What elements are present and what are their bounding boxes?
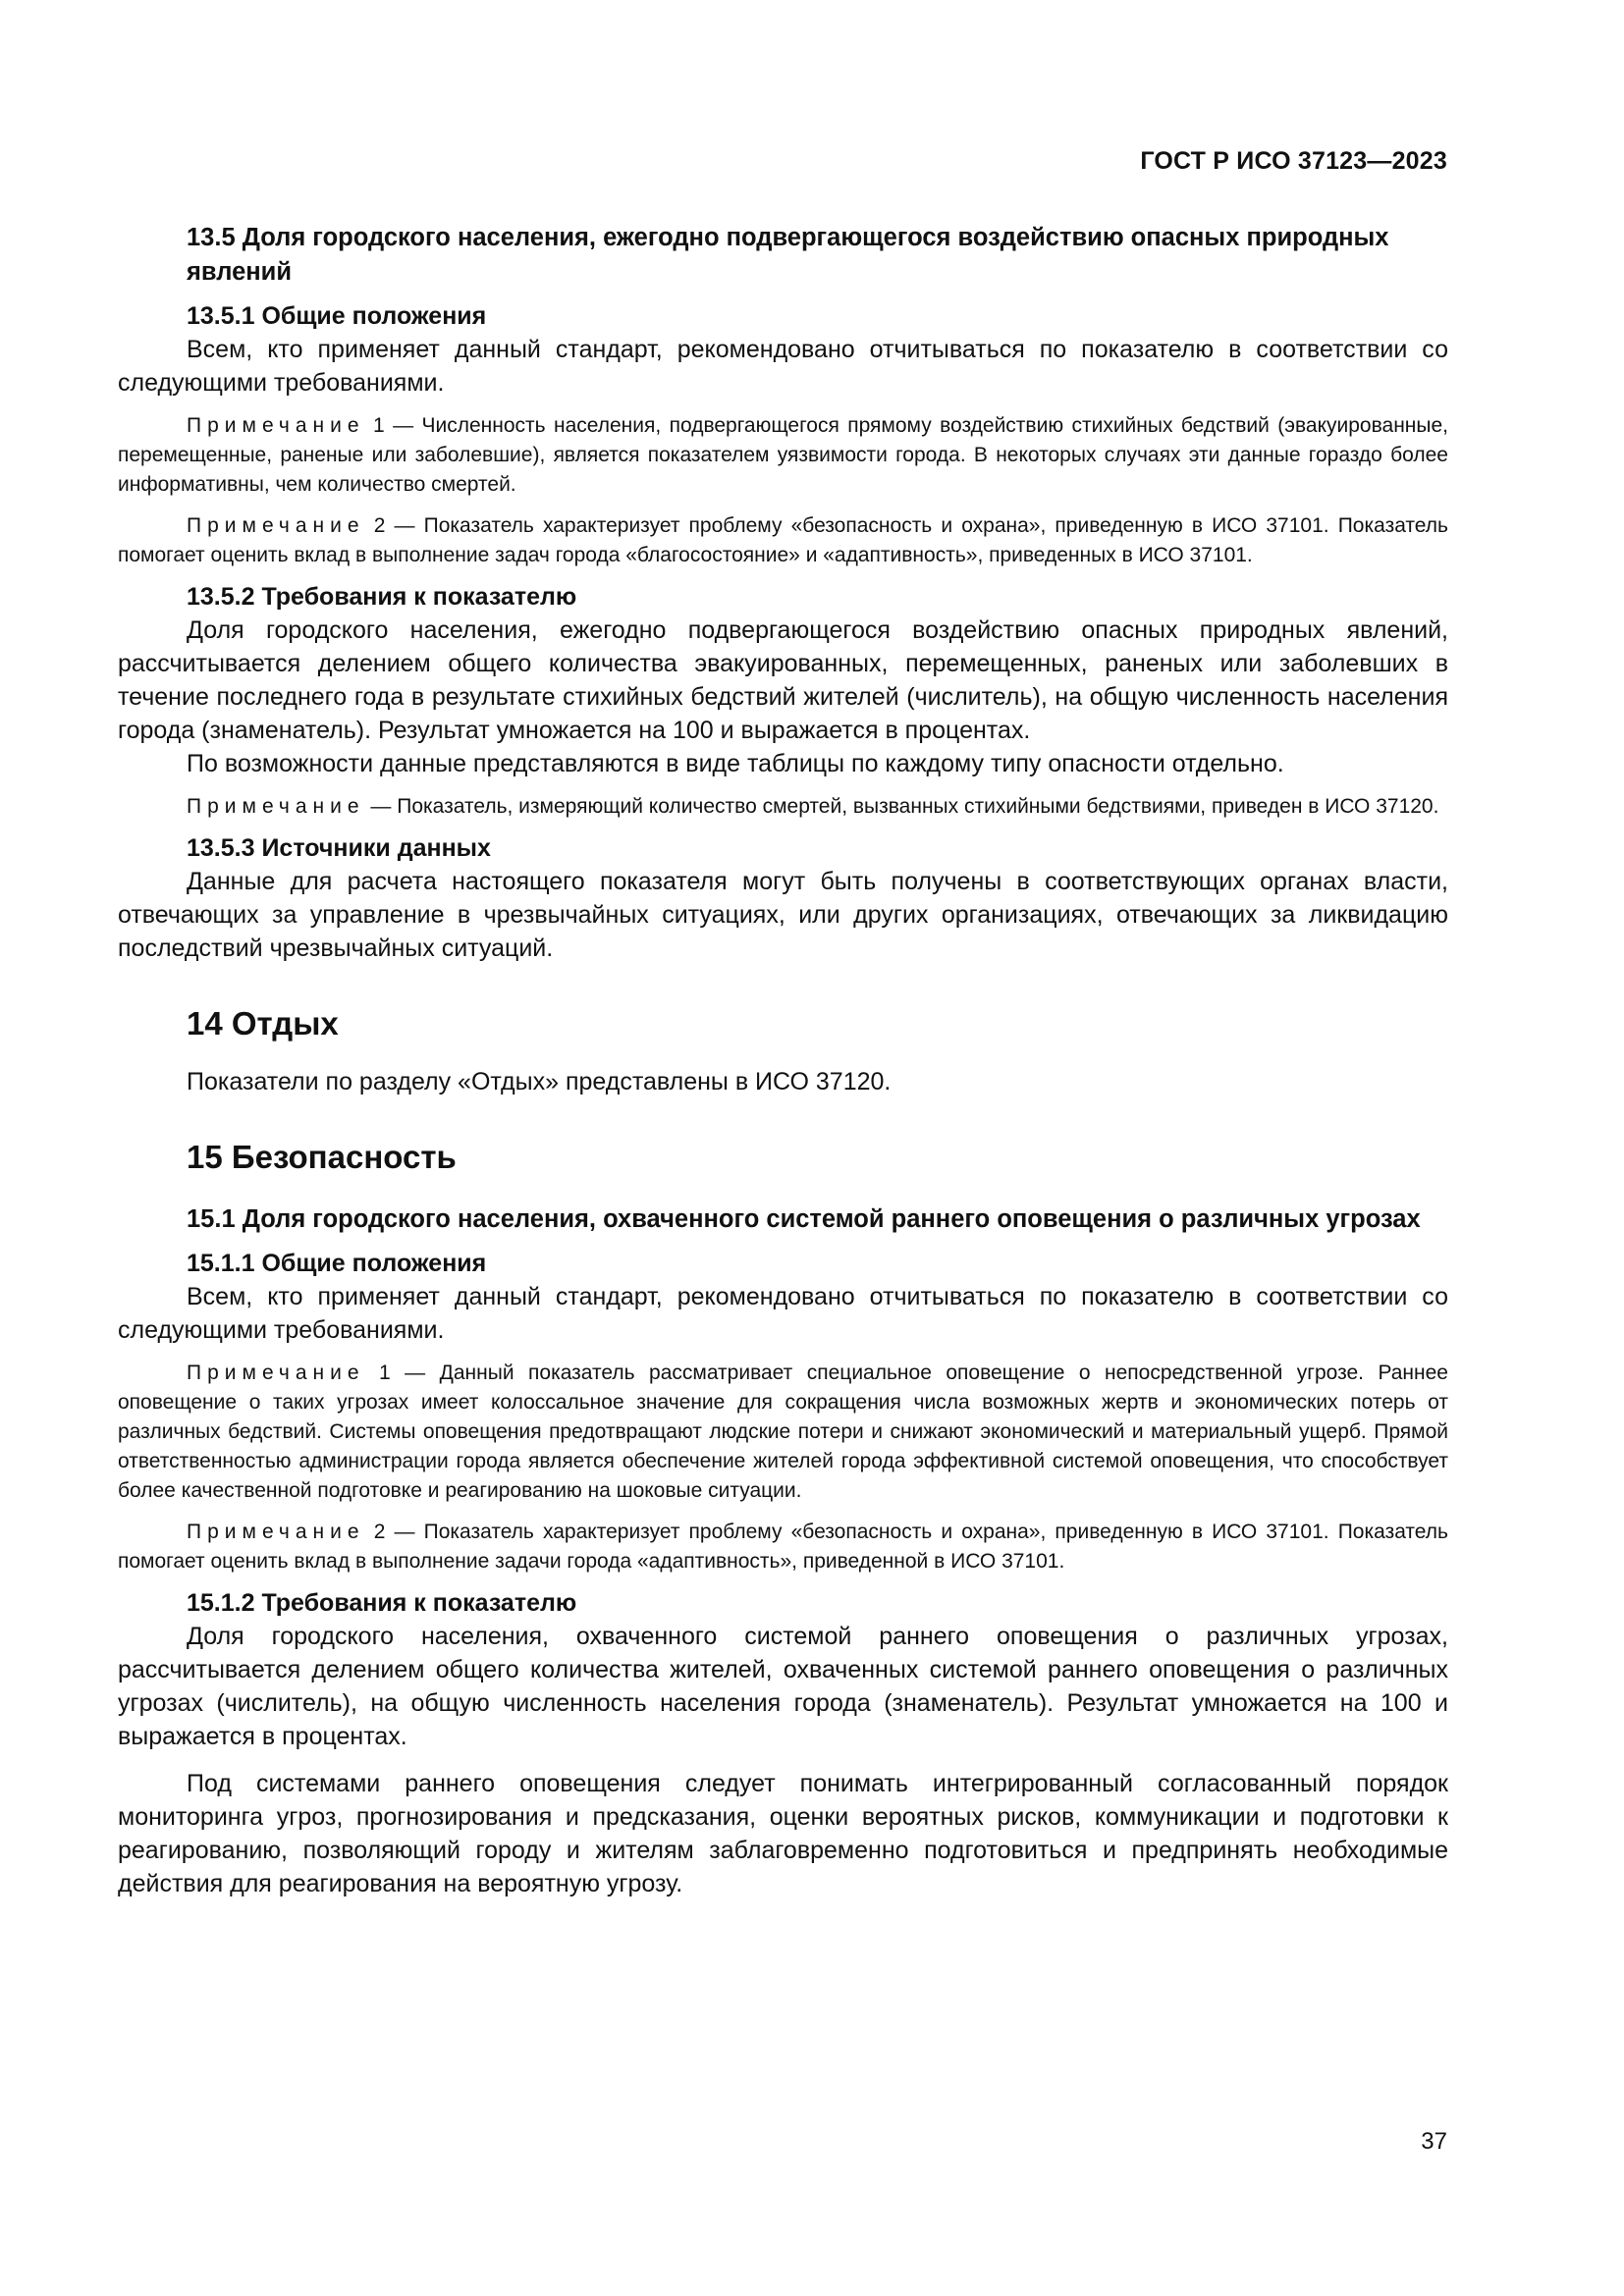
section-13-5-2-paragraph-2: По возможности данные представляются в виде таблицы по каждому типу опасности отдельно. bbox=[187, 750, 1284, 777]
note-text: 2 — Показатель характеризует проблему «безопасность и охрана», приведенную в ИСО 37101. Показатель помогает оценить вклад в выполнение задач города «благосостояние» и «адаптивность», приведенных в ИСО 37101. bbox=[118, 514, 1448, 566]
section-13-5-note-1 bbox=[118, 411, 1448, 500]
page-content bbox=[118, 221, 1448, 1900]
section-13-5-title: 13.5 Доля городского населения, ежегодно подвергающегося воздействию опасных природных явлений bbox=[187, 224, 1389, 286]
note-label: Примечание bbox=[187, 514, 365, 537]
section-15-1-note-2 bbox=[118, 1518, 1448, 1576]
section-13-5-1-title: 13.5.1 Общие положения bbox=[187, 302, 487, 330]
note-label: Примечание bbox=[187, 1521, 365, 1543]
section-15-1-2-paragraph-2: Под системами раннего оповещения следует понимать интегрированный согласованный порядок мониторинга угроз, прогнозирования и предсказания, оценки вероятных рисков, коммуникации и подготовки к реагированию, позволяющий городу и жителям заблаговременно подготовиться и предпринять необходимые действия для реагирования на вероятную угрозу. bbox=[118, 1770, 1448, 1897]
note-label: Примечание bbox=[187, 795, 365, 818]
section-15-1-1-paragraph: Всем, кто применяет данный стандарт, рекомендовано отчитываться по показателю в соответствии со следующими требованиями. bbox=[118, 1283, 1448, 1344]
note-text: 2 — Показатель характеризует проблему «безопасность и охрана», приведенную в ИСО 37101. Показатель помогает оценить вклад в выполнение задачи города «адаптивность», приведенной в ИСО 37101. bbox=[118, 1521, 1448, 1573]
note-text: 1 — Данный показатель рассматривает специальное оповещение о непосредственной угрозе. Раннее оповещение о таких угрозах имеет колоссальное значение для сокращения числа возможных жертв и экономических потерь от различных бедствий. Системы оповещения предотвращают людские потери и снижают экономический и материальный ущерб. Прямой ответственностью администрации города является обеспечение жителей города эффективной системой оповещения, что способствует более качественной подготовке и реагированию на шоковые ситуации. bbox=[118, 1362, 1448, 1502]
page-number: 37 bbox=[1421, 2128, 1447, 2155]
section-13-5-2-paragraph-1: Доля городского населения, ежегодно подвергающегося воздействию опасных природных явлений, рассчитывается делением общего количества эвакуированных, перемещенных, раненых или заболевших в течение последнего года в результате стихийных бедствий жителей (числитель), на общую численность населения города (знаменатель). Результат умножается на 100 и выражается в процентах. bbox=[118, 616, 1448, 744]
section-13-5-2-title: 13.5.2 Требования к показателю bbox=[187, 583, 577, 611]
section-15-title: 15 Безопасность bbox=[187, 1139, 457, 1175]
section-15-1-note-1 bbox=[118, 1359, 1448, 1506]
document-code-header: ГОСТ Р ИСО 37123—2023 bbox=[1140, 147, 1447, 175]
note-text: 1 — Численность населения, подвергающегося прямому воздействию стихийных бедствий (эвакуированные, перемещенные, раненые или заболевшие), является показателем уязвимости города. В некоторых случаях эти данные гораздо более информативны, чем количество смертей. bbox=[118, 414, 1449, 496]
section-15-1-title: 15.1 Доля городского населения, охваченного системой раннего оповещения о различных угрозах bbox=[187, 1205, 1421, 1233]
section-13-5-2-note bbox=[118, 792, 1448, 822]
note-label: Примечание bbox=[187, 1362, 365, 1384]
section-15-1-2-title: 15.1.2 Требования к показателю bbox=[187, 1589, 577, 1617]
note-text: — Показатель, измеряющий количество смертей, вызванных стихийными бедствиями, приведен в ИСО 37120. bbox=[370, 795, 1439, 818]
section-13-5-note-2 bbox=[118, 511, 1448, 570]
section-15-1-1-title: 15.1.1 Общие положения bbox=[187, 1250, 487, 1277]
section-14-paragraph: Показатели по разделу «Отдых» представлены в ИСО 37120. bbox=[187, 1068, 892, 1095]
section-13-5-1-paragraph: Всем, кто применяет данный стандарт, рекомендовано отчитываться по показателю в соответствии со следующими требованиями. bbox=[118, 336, 1448, 397]
section-14-title: 14 Отдых bbox=[187, 1005, 339, 1041]
section-15-1-2-paragraph-1: Доля городского населения, охваченного системой раннего оповещения о различных угрозах, рассчитывается делением общего количества жителей, охваченных системой раннего оповещения о различных угрозах (числитель), на общую численность населения города (знаменатель). Результат умножается на 100 и выражается в процентах. bbox=[118, 1623, 1448, 1750]
section-13-5-3-title: 13.5.3 Источники данных bbox=[187, 834, 491, 862]
note-label: Примечание bbox=[187, 414, 365, 437]
section-13-5-3-paragraph: Данные для расчета настоящего показателя могут быть получены в соответствующих органах власти, отвечающих за управление в чрезвычайных ситуациях, или других организациях, отвечающих за ликвидацию последствий чрезвычайных ситуаций. bbox=[118, 868, 1448, 962]
